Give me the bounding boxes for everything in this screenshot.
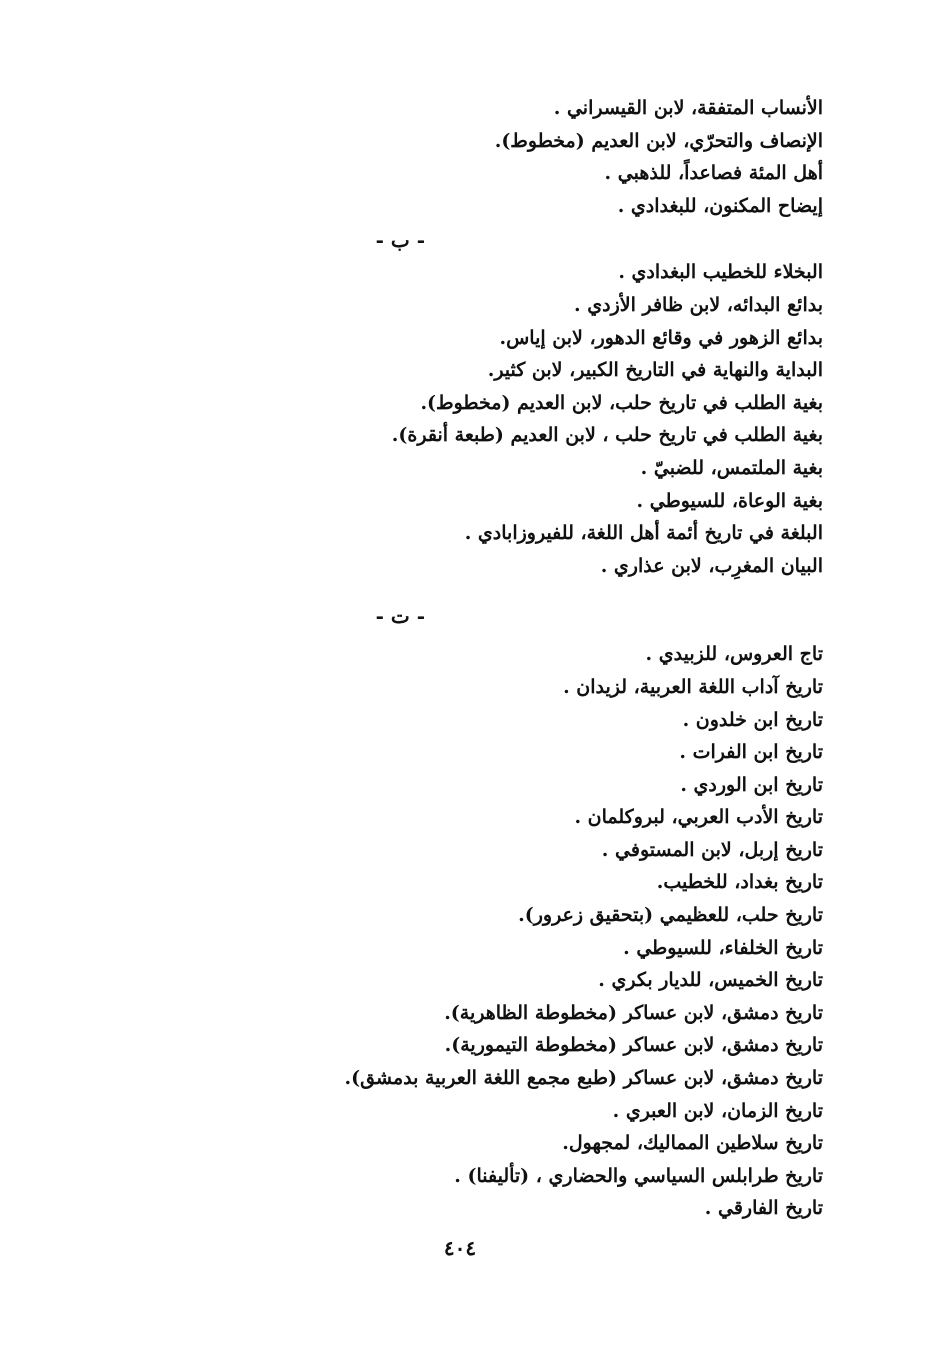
list-item: تاريخ حلب، للعظيمي (بتحقيق زعرور). [518, 904, 823, 927]
list-item: إيضاح المكنون، للبغدادي . [617, 194, 823, 217]
list-item: تاريخ ابن خلدون . [682, 708, 823, 731]
list-item: تاريخ ابن الفرات . [679, 741, 823, 764]
list-item: بدائع الزهور في وقائع الدهور، لابن إياس. [499, 326, 823, 349]
section-heading-ta: - ت - [375, 604, 425, 629]
list-item: البخلاء للخطيب البغدادي . [618, 261, 823, 284]
list-item: تاريخ سلاطين المماليك، لمجهول. [562, 1132, 823, 1155]
list-item: الإنصاف والتحرّي، لابن العديم (مخطوط). [494, 129, 823, 152]
list-item: أهل المئة فصاعداً، للذهبي . [604, 162, 823, 185]
list-item: الأنساب المتفقة، لابن القيسراني . [553, 97, 823, 119]
list-item: تاج العروس، للزبيدي . [645, 643, 823, 666]
list-item: تاريخ ابن الوردي . [680, 773, 823, 796]
bibliography-list [183, 92, 823, 1225]
list-item: بغية الطلب في تاريخ حلب ، لابن العديم (طبعة أنقرة). [391, 424, 823, 447]
list-item: بغية الملتمس، للضبيّ . [640, 456, 823, 479]
section-heading-ba: - ب - [375, 228, 425, 253]
list-item: بدائع البدائه، لابن ظافر الأزدي . [574, 293, 823, 316]
list-item: تاريخ الخلفاء، للسيوطي . [623, 936, 823, 959]
list-item: البلغة في تاريخ أئمة أهل اللغة، للفيروزابادي . [464, 522, 823, 545]
list-item: تاريخ الأدب العربي، لبروكلمان . [574, 806, 823, 829]
list-item: تاريخ دمشق، لابن عساكر (مخطوطة الظاهرية). [444, 1001, 823, 1024]
list-item: تاريخ الفارقي . [704, 1197, 823, 1220]
list-item: البيان المغرِب، لابن عذاري . [600, 554, 823, 577]
list-item: تاريخ الخميس، للديار بكري . [598, 969, 823, 992]
list-item: تاريخ الزمان، لابن العبري . [612, 1099, 823, 1122]
list-item: بغية الوعاة، للسيوطي . [636, 489, 823, 512]
list-item: تاريخ آداب اللغة العربية، لزيدان . [563, 675, 823, 698]
page-number: ٤٠٤ [443, 1236, 477, 1260]
list-item: البداية والنهاية في التاريخ الكبير، لابن كثير. [487, 359, 823, 382]
list-item: تاريخ إربل، لابن المستوفي . [601, 838, 823, 861]
list-item: بغية الطلب في تاريخ حلب، لابن العديم (مخطوط). [420, 391, 823, 414]
list-item: تاريخ بغداد، للخطيب. [656, 871, 823, 894]
list-item: تاريخ طرابلس السياسي والحضاري ، (تأليفنا) . [454, 1164, 823, 1187]
list-item: تاريخ دمشق، لابن عساكر (طبع مجمع اللغة العربية بدمشق). [344, 1067, 823, 1090]
list-item: تاريخ دمشق، لابن عساكر (مخطوطة التيمورية). [444, 1034, 823, 1057]
